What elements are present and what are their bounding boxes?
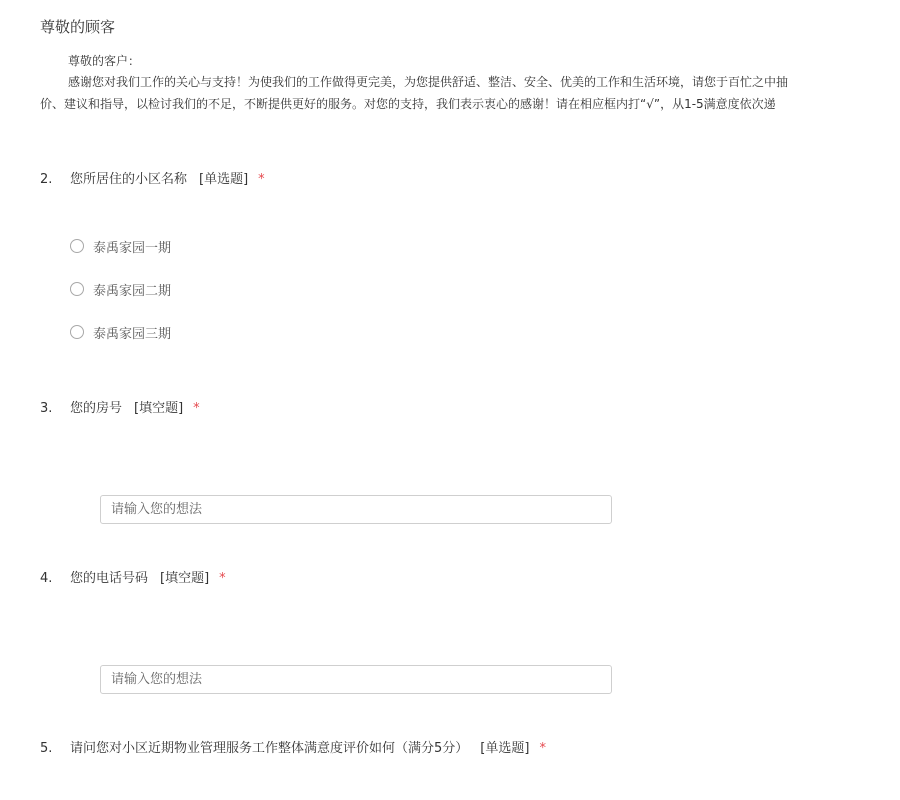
question-3-title xyxy=(40,397,200,416)
question-number: 3. xyxy=(40,401,53,416)
required-asterisk: * xyxy=(258,172,265,187)
radio-option-label[interactable]: 泰禹家园二期 xyxy=(93,283,172,299)
question-type-badge: [填空题] xyxy=(160,571,210,586)
question-number: 5. xyxy=(40,741,53,756)
radio-circle-icon[interactable] xyxy=(70,325,84,339)
intro-text-line-2: 价、建议和指导，以检讨我们的不足，不断提供更好的服务。对您的支持，我们表示衷心的感谢！请在相应框内打“√”，从1-5满意度依次递 xyxy=(40,97,776,111)
question-number: 4. xyxy=(40,571,53,586)
required-asterisk: * xyxy=(193,401,200,416)
question-type-badge: [填空题] xyxy=(134,401,184,416)
radio-option-phase-3[interactable] xyxy=(70,323,171,341)
room-number-input[interactable] xyxy=(100,495,612,524)
intro-text-line-1: 感谢您对我们工作的关心与支持！为使我们的工作做得更完美，为您提供舒适、整洁、安全、优美的工作和生活环境，请您于百忙之中抽 xyxy=(68,75,789,89)
question-4-title xyxy=(40,567,226,586)
survey-title: 尊敬的顾客 xyxy=(40,18,116,36)
question-number: 2. xyxy=(40,172,53,187)
question-5-title xyxy=(40,737,546,756)
radio-option-phase-1[interactable] xyxy=(70,237,171,255)
required-asterisk: * xyxy=(539,741,546,756)
question-type-badge: [单选题] xyxy=(480,741,530,756)
radio-option-label[interactable]: 泰禹家园一期 xyxy=(93,240,172,256)
question-text: 您所居住的小区名称 xyxy=(70,172,188,187)
question-type-badge: [单选题] xyxy=(199,172,249,187)
radio-circle-icon[interactable] xyxy=(70,239,84,253)
radio-option-label[interactable]: 泰禹家园三期 xyxy=(93,326,172,342)
radio-option-phase-2[interactable] xyxy=(70,280,171,298)
required-asterisk: * xyxy=(219,571,226,586)
question-text: 请问您对小区近期物业管理服务工作整体满意度评价如何（满分5分） xyxy=(70,741,469,756)
radio-circle-icon[interactable] xyxy=(70,282,84,296)
question-text: 您的房号 xyxy=(70,401,123,416)
question-text: 您的电话号码 xyxy=(70,571,149,586)
phone-number-input[interactable] xyxy=(100,665,612,694)
question-2-title xyxy=(40,168,265,187)
intro-greeting: 尊敬的客户： xyxy=(68,54,141,68)
